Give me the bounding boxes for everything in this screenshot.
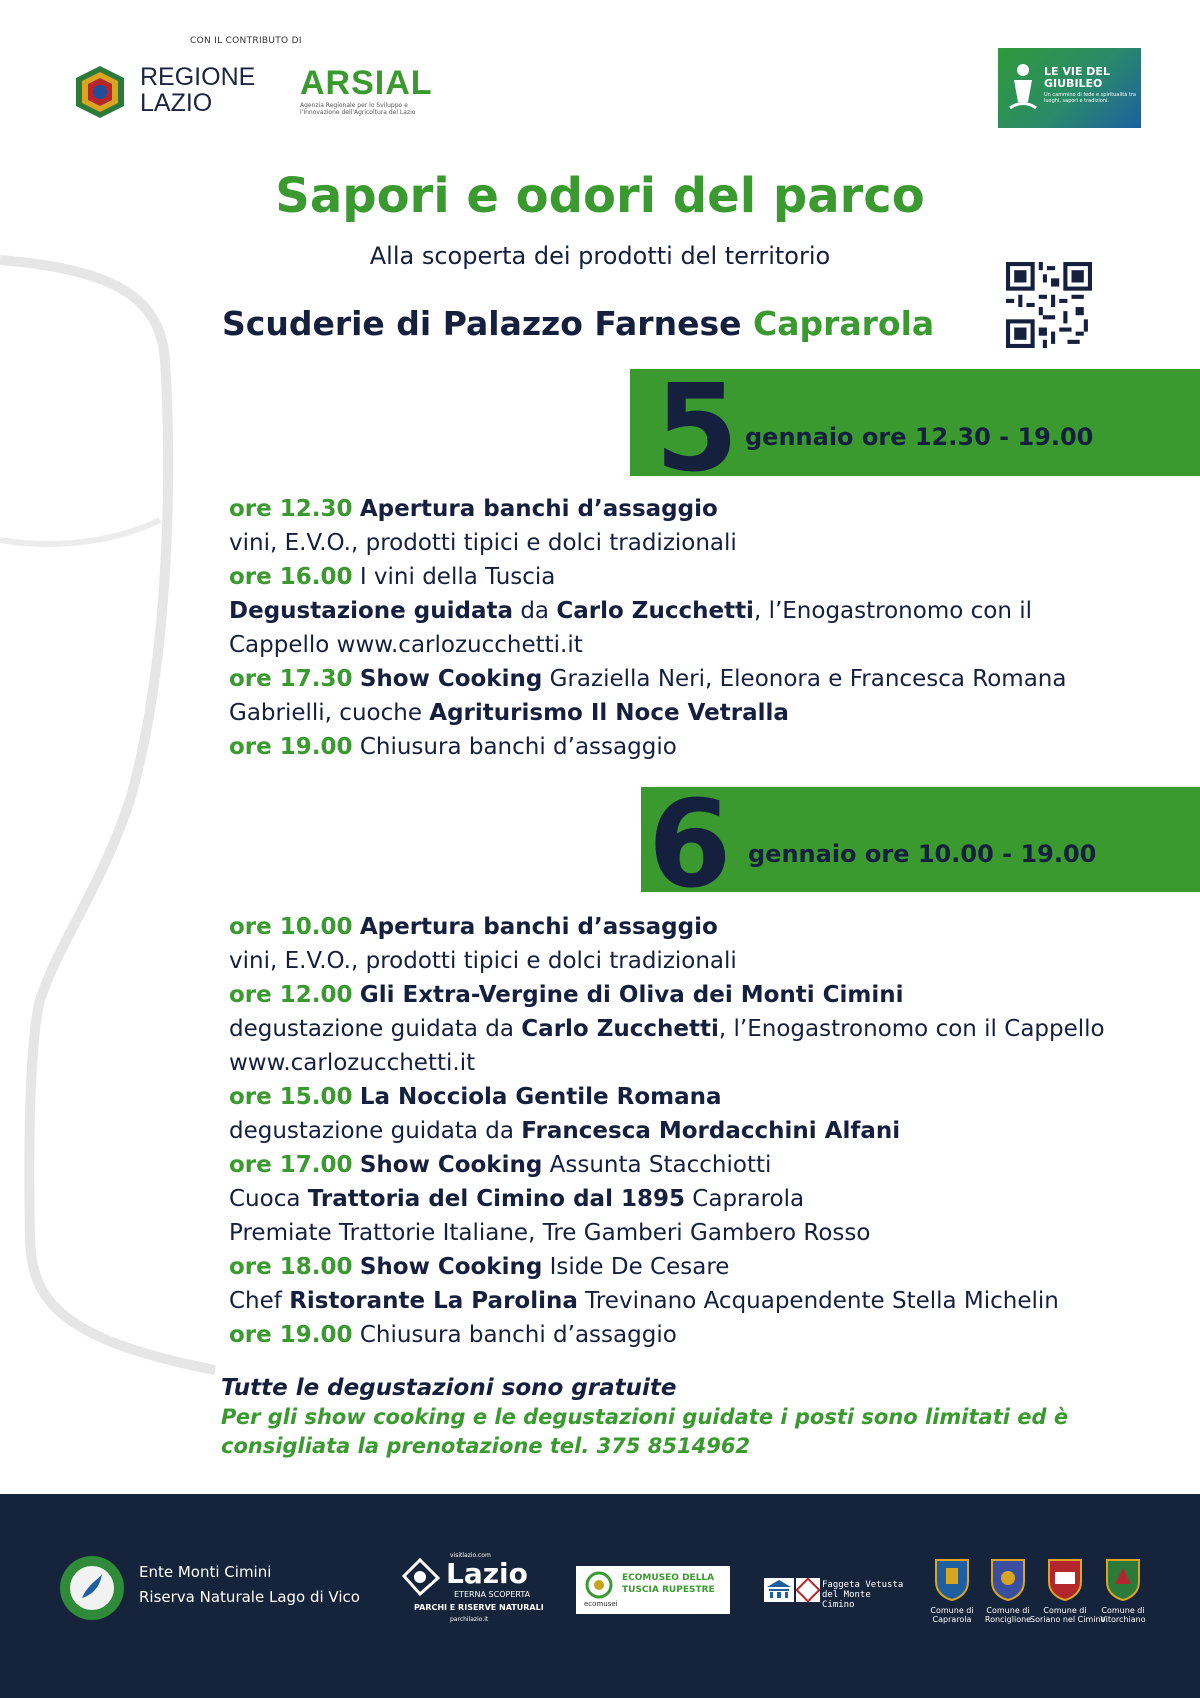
regione-line-1: REGIONE [140, 63, 256, 91]
schedule-row: Cappello www.carlozucchetti.it [229, 632, 583, 658]
lazio-eterna-scoperta-logo: visitlazio.com Lazio ETERNA SCOPERTA PARCHI E RISERVE NATURALI parchilazio.it [400, 1552, 540, 1632]
booking-note-line-2: consigliata la prenotazione tel. 375 8514962 [221, 1434, 751, 1458]
day2-number: 6 [648, 776, 732, 915]
schedule-row: Degustazione guidata da Carlo Zucchetti, l’Enogastronomo con il [229, 598, 1032, 624]
comune-soriano: Comune di Soriano nel Cimino [1030, 1554, 1100, 1624]
contributo-label: CON IL CONTRIBUTO DI [190, 36, 302, 46]
schedule-row: ore 16.00 I vini della Tuscia [229, 564, 556, 590]
regione-lazio-name [140, 64, 255, 116]
schedule-row: Cuoca Trattoria del Cimino dal 1895 Caprarola [229, 1186, 805, 1212]
free-note: Tutte le degustazioni sono gratuite [221, 1375, 677, 1401]
schedule-row: ore 18.00 Show Cooking Iside De Cesare [229, 1254, 730, 1280]
schedule-row: vini, E.V.O., prodotti tipici e dolci tradizionali [229, 948, 737, 974]
schedule-row: ore 17.30 Show Cooking Graziella Neri, Eleonora e Francesca Romana [229, 666, 1067, 692]
regione-lazio-crest-icon [72, 64, 128, 120]
schedule-row: www.carlozucchetti.it [229, 1050, 476, 1076]
parchi-lazio-icon [400, 1556, 442, 1598]
faggeta-text: Faggeta Vetusta del Monte Cimino [822, 1580, 904, 1610]
venue-place: Scuderie di Palazzo Farnese [222, 304, 742, 343]
vitorchiano-crest-icon [1103, 1554, 1143, 1602]
notes [221, 1373, 1068, 1461]
arsial-name: ARSIAL [300, 64, 433, 102]
le-vie-del-giubileo-logo [998, 48, 1141, 128]
wine-glass-decoration [0, 240, 220, 1400]
day2-date-label: gennaio ore 10.00 - 19.00 [748, 840, 1097, 868]
day2-schedule [229, 910, 1105, 1352]
schedule-row: degustazione guidata da Francesca Mordacchini Alfani [229, 1118, 901, 1144]
schedule-row: Premiate Trattorie Italiane, Tre Gamberi Gambero Rosso [229, 1220, 871, 1246]
schedule-row: ore 19.00 Chiusura banchi d’assaggio [229, 1322, 677, 1348]
comune-caprarola: Comune di Caprarola [924, 1554, 980, 1624]
qr-code-icon[interactable] [1006, 262, 1092, 348]
monti-cimini-logo-icon [58, 1554, 126, 1622]
schedule-row: degustazione guidata da Carlo Zucchetti, l’Enogastronomo con il Cappello [229, 1016, 1105, 1042]
event-title: Sapori e odori del parco [275, 168, 925, 224]
caprarola-crest-icon [932, 1554, 972, 1602]
schedule-row: vini, E.V.O., prodotti tipici e dolci tradizionali [229, 530, 737, 556]
schedule-row: Chef Ristorante La Parolina Trevinano Acquapendente Stella Michelin [229, 1288, 1059, 1314]
giubileo-subtitle: Un cammino di fede e spiritualità tra luoghi, sapori e tradizioni. [1044, 92, 1136, 104]
giubileo-title: LE VIE DEL GIUBILEO [1044, 65, 1110, 90]
schedule-row: ore 12.30 Apertura banchi d’assaggio [229, 496, 718, 522]
soriano-crest-icon [1045, 1554, 1085, 1602]
ecomuseo-logo: ecomusei ECOMUSEO DELLA TUSCIA RUPESTRE [576, 1566, 730, 1614]
pilgrim-icon [1008, 62, 1038, 112]
day1-number: 5 [655, 360, 739, 499]
schedule-row: ore 17.00 Show Cooking Assunta Stacchiotti [229, 1152, 772, 1178]
ecomusei-icon [582, 1570, 616, 1600]
ronciglione-crest-icon [988, 1554, 1028, 1602]
day1-date-label: gennaio ore 12.30 - 19.00 [745, 423, 1094, 451]
venue [222, 304, 934, 343]
day1-schedule [229, 492, 1066, 764]
venue-town: Caprarola [752, 304, 935, 343]
regione-line-2: LAZIO [140, 89, 213, 117]
booking-note-line-1: Per gli show cooking e le degustazioni guidate i posti sono limitati ed è [221, 1405, 1069, 1429]
arsial-subtitle: Agenzia Regionale per lo Sviluppo e l'Innovazione dell'Agricoltura del Lazio [300, 102, 416, 116]
unesco-icon [764, 1578, 794, 1602]
schedule-row: Gabrielli, cuoche Agriturismo Il Noce Vetralla [229, 700, 789, 726]
event-subtitle: Alla scoperta dei prodotti del territorio [369, 242, 831, 270]
footer [0, 1494, 1200, 1698]
schedule-row: ore 10.00 Apertura banchi d’assaggio [229, 914, 718, 940]
schedule-row: ore 19.00 Chiusura banchi d’assaggio [229, 734, 677, 760]
comune-vitorchiano: Comune di Vitorchiano [1096, 1554, 1150, 1624]
faggeta-seal-icon [796, 1578, 820, 1602]
comune-ronciglione: Comune di Ronciglione [980, 1554, 1036, 1624]
arsial-logo [300, 66, 435, 116]
schedule-row: ore 12.00 Gli Extra-Vergine di Oliva dei Monti Cimini [229, 982, 904, 1008]
ente-monti-cimini-text: Ente Monti Cimini Riserva Naturale Lago di Vico [139, 1563, 360, 1606]
schedule-row: ore 15.00 La Nocciola Gentile Romana [229, 1084, 722, 1110]
